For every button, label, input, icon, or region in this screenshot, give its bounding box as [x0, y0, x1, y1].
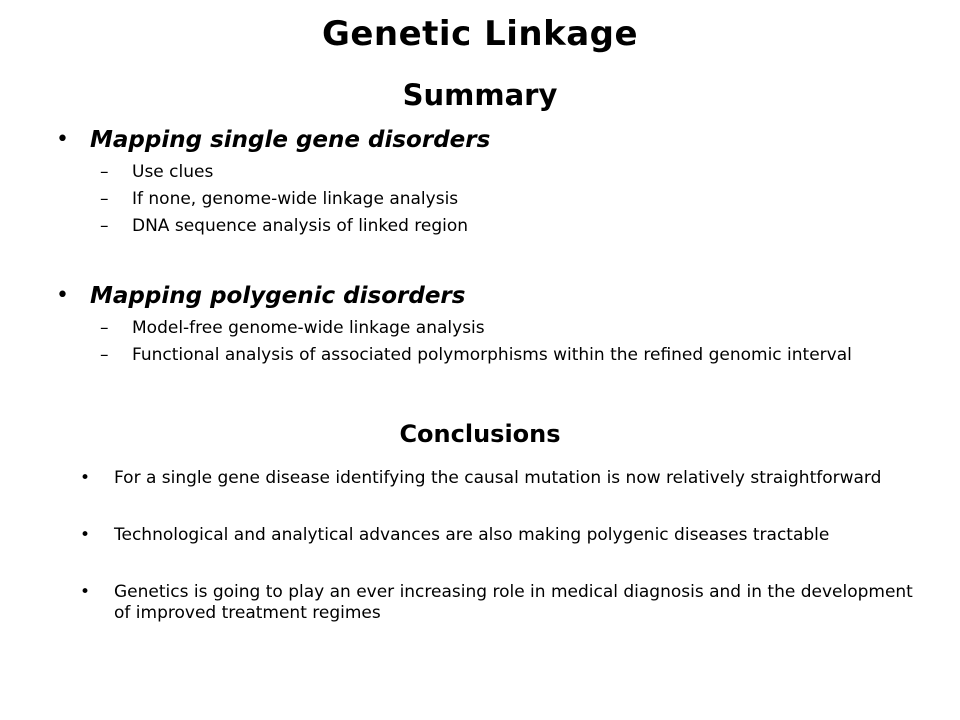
list-item: [100, 318, 916, 339]
bullet-icon: •: [80, 525, 91, 545]
conclusion-text: Genetics is going to play an ever increasing role in medical diagnosis and in the development of improved treatment regimes: [114, 582, 913, 623]
summary-group-header: [56, 124, 916, 156]
summary-group-header: [56, 280, 916, 312]
conclusion-text: For a single gene disease identifying the causal mutation is now relatively straightforward: [114, 468, 882, 488]
list-item: [80, 525, 920, 546]
bullet-icon: •: [56, 283, 69, 308]
list-item-text: Use clues: [132, 162, 214, 182]
summary-group-polygenic: [56, 280, 916, 372]
dash-icon: –: [100, 216, 109, 236]
list-item-text: DNA sequence analysis of linked region: [132, 216, 469, 236]
bullet-icon: •: [80, 582, 91, 602]
conclusions-heading: Conclusions: [399, 420, 561, 448]
summary-heading: Summary: [402, 78, 558, 112]
conclusions-list: [80, 468, 920, 660]
dash-icon: –: [100, 189, 109, 209]
list-item: [100, 345, 916, 366]
list-item: [80, 582, 920, 624]
list-item: [100, 162, 916, 183]
list-item-text: If none, genome-wide linkage analysis: [132, 189, 459, 209]
conclusion-text: Technological and analytical advances are also making polygenic diseases tractable: [114, 525, 830, 545]
dash-icon: –: [100, 345, 109, 365]
summary-group-label: Mapping single gene disorders: [90, 127, 491, 153]
dash-icon: –: [100, 162, 109, 182]
slide-title: Genetic Linkage: [321, 14, 639, 54]
bullet-icon: •: [56, 127, 69, 152]
dash-icon: –: [100, 318, 109, 338]
bullet-icon: •: [80, 468, 91, 488]
list-item-text: Model-free genome-wide linkage analysis: [132, 318, 485, 338]
list-item-text: Functional analysis of associated polymorphisms within the refined genomic interval: [132, 345, 852, 365]
summary-group-single-gene: [56, 124, 916, 243]
list-item: [100, 216, 916, 237]
summary-group-label: Mapping polygenic disorders: [90, 283, 466, 309]
list-item: [100, 189, 916, 210]
summary-sub-list: [56, 318, 916, 366]
summary-sub-list: [56, 162, 916, 237]
list-item: [80, 468, 920, 489]
